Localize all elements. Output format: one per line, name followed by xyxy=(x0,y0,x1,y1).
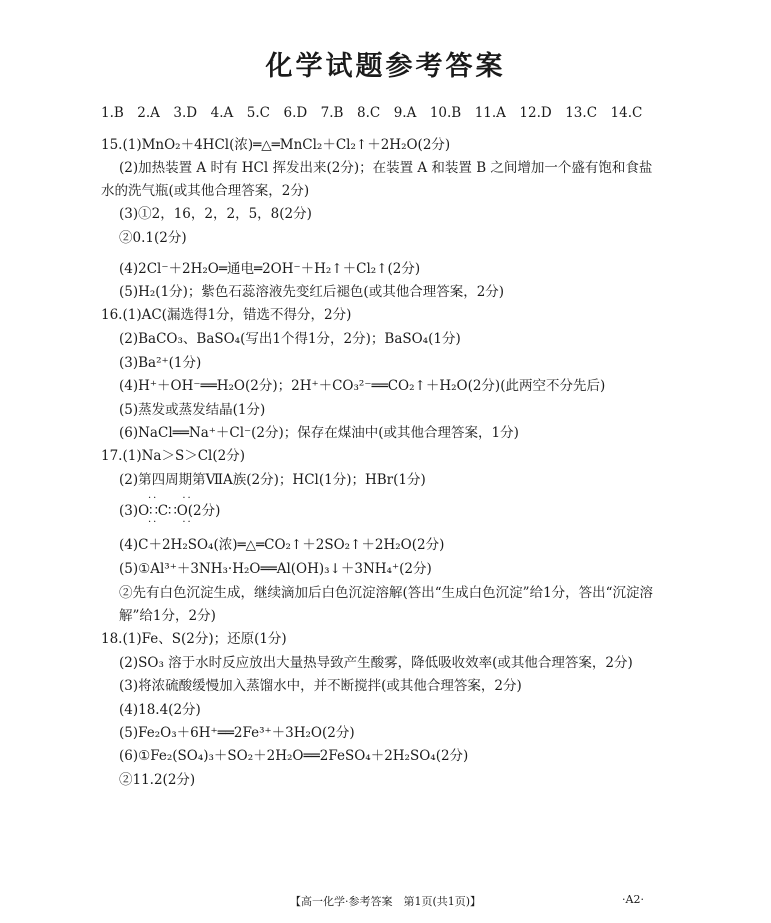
q18-part4: (4)18.4(2分) xyxy=(119,702,201,718)
q18-part2: (2)SO₃ 溶于水时反应放出大量热导致产生酸雾，降低吸收效率(或其他合理答案，2分) xyxy=(119,655,633,671)
q16-part3: (3)Ba²⁺(1分) xyxy=(119,355,202,371)
page-title: 化学试题参考答案 xyxy=(265,51,506,82)
q15-part1: 15.(1)MnO₂＋4HCl(浓)═△═MnCl₂＋Cl₂↑＋2H₂O(2分) xyxy=(101,137,451,153)
q16-part2: (2)BaCO₃、BaSO₄(写出1个得1分，2分)；BaSO₄(1分) xyxy=(119,331,461,347)
electron-dots-top: ·· ·· xyxy=(148,493,193,504)
q15-part3-2: ②0.1(2分) xyxy=(119,230,187,246)
q18-part6-2: ②11.2(2分) xyxy=(119,772,196,788)
q16-part4: (4)H⁺＋OH⁻══H₂O(2分)；2H⁺＋CO₃²⁻══CO₂↑＋H₂O(2分)(此两空不分先后) xyxy=(119,378,606,394)
q15-part4: (4)2Cl⁻＋2H₂O═通电═2OH⁻＋H₂↑＋Cl₂↑(2分) xyxy=(119,261,421,277)
q16-part1: 16.(1)AC(漏选得1分，错选不得分，2分) xyxy=(101,307,352,323)
q18-part3: (3)将浓硫酸缓慢加入蒸馏水中，并不断搅拌(或其他合理答案，2分) xyxy=(119,678,522,694)
q17-part4: (4)C＋2H₂SO₄(浓)═△═CO₂↑＋2SO₂↑＋2H₂O(2分) xyxy=(119,537,445,553)
q18-part5: (5)Fe₂O₃＋6H⁺══2Fe³⁺＋3H₂O(2分) xyxy=(119,725,355,741)
q15-part2-line1: (2)加热装置 A 时有 HCl 挥发出来(2分)；在装置 A 和装置 B 之间增加一个盛有饱和食盐 xyxy=(119,160,653,176)
q15-part5: (5)H₂(1分)；紫色石蕊溶液先变红后褪色(或其他合理答案，2分) xyxy=(119,284,505,300)
q18-part1: 18.(1)Fe、S(2分)；还原(1分) xyxy=(101,631,287,647)
multiple-choice-answers: 1.B 2.A 3.D 4.A 5.C 6.D 7.B 8.C 9.A 10.B 11.A 12.D 13.C 14.C xyxy=(101,105,643,121)
q17-part1: 17.(1)Na＞S＞Cl(2分) xyxy=(101,448,245,464)
q17-part5-1: (5)①Al³⁺＋3NH₃·H₂O══Al(OH)₃↓＋3NH₄⁺(2分) xyxy=(119,561,432,577)
page-code: ·A2· xyxy=(622,893,644,906)
q15-part2-line2: 水的洗气瓶(或其他合理答案，2分) xyxy=(101,183,310,199)
q18-part6-1: (6)①Fe₂(SO₄)₃＋SO₂＋2H₂O══2FeSO₄＋2H₂SO₄(2分) xyxy=(119,748,469,764)
q15-part3-1: (3)①2，16，2，2，5，8(2分) xyxy=(119,206,312,222)
page-footer: 【高一化学·参考答案 第1页(共1页)】 xyxy=(289,895,482,908)
q17-part3: (3)O∷C∷O(2分) xyxy=(119,503,221,519)
q16-part5: (5)蒸发或蒸发结晶(1分) xyxy=(119,402,266,418)
q17-part5-2-line2: 解”给1分，2分) xyxy=(119,608,216,624)
q16-part6: (6)NaCl══Na⁺＋Cl⁻(2分)；保存在煤油中(或其他合理答案，1分) xyxy=(119,425,519,441)
electron-dots-bottom: ·· ·· xyxy=(148,517,193,528)
q17-part2: (2)第四周期第ⅦA族(2分)；HCl(1分)；HBr(1分) xyxy=(119,472,426,488)
q17-part5-2-line1: ②先有白色沉淀生成，继续滴加后白色沉淀溶解(答出“生成白色沉淀”给1分，答出“沉淀溶 xyxy=(119,585,654,601)
